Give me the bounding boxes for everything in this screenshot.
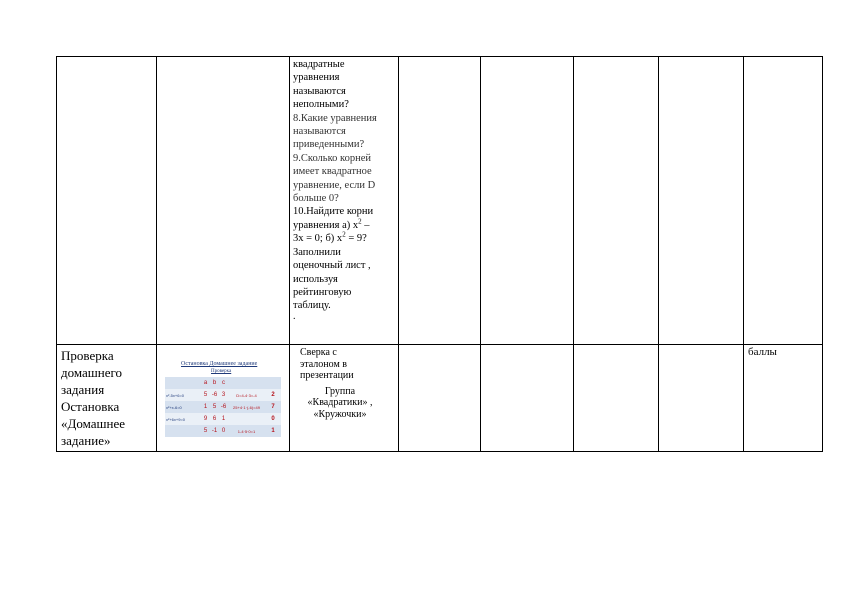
method-line: Сверка с <box>300 347 337 358</box>
slide-answer-table <box>165 377 281 437</box>
empty-cell <box>481 345 574 452</box>
slide-cell <box>165 425 201 437</box>
slide-cell: 0 <box>265 413 281 425</box>
assessment-line: используя <box>293 273 338 285</box>
slide-title: Остановка Домашнее задание <box>181 361 258 367</box>
slide-cell: 7 <box>265 401 281 413</box>
stage-cell <box>57 345 157 452</box>
score-cell <box>744 345 823 452</box>
slide-row <box>165 425 281 437</box>
assessment-line: Заполнили <box>293 246 341 258</box>
stage-line: задание» <box>61 433 111 448</box>
slide-cell: 9 <box>201 413 210 425</box>
slide-cell <box>265 377 281 389</box>
assessment-line: оценочный лист , <box>293 260 371 272</box>
q9-line: уравнение, если D <box>293 179 376 191</box>
slide-cell: 2 <box>265 389 281 401</box>
slide-cell: 5 <box>201 389 210 401</box>
teacher-activity-cell <box>157 57 290 345</box>
slide-cell <box>228 413 265 425</box>
stage-line: домашнего <box>61 365 123 380</box>
q8-line: 8.Какие уравнения <box>293 112 377 124</box>
slide-row <box>165 401 281 413</box>
slide-cell: 5 <box>201 425 210 437</box>
slide-cell: x²+6x+9=0 <box>165 413 201 425</box>
slide-cell: 3 <box>219 389 228 401</box>
stage-line: Остановка <box>61 399 120 414</box>
assessment-line: рейтинговую <box>293 286 352 298</box>
empty-cell <box>659 57 744 345</box>
group-line: «Квадратики» , <box>307 397 373 408</box>
table-row <box>57 57 823 345</box>
q9-line: 9.Сколько корней <box>293 152 371 164</box>
stage-line: «Домашнее <box>61 416 126 431</box>
slide-cell: -6 <box>210 389 219 401</box>
empty-cell <box>574 57 659 345</box>
stage-line: задания <box>61 382 105 397</box>
empty-cell <box>574 345 659 452</box>
slide-cell: D=4-4·3=-4 <box>228 389 265 401</box>
q10-line: 3x = 0; б) $x^2 = 9$? <box>293 230 367 245</box>
slide-cell: x²-5x+6=0 <box>165 389 201 401</box>
questions-cell <box>290 57 399 345</box>
slide-cell: c <box>219 377 228 389</box>
slide-cell: -1 <box>210 425 219 437</box>
slide-cell: -6 <box>219 401 228 413</box>
slide-cell: а <box>201 377 210 389</box>
q8-line: приведенными? <box>293 139 365 151</box>
q10-line: уравнения а) $x^2$ – <box>293 217 370 231</box>
q9-line: больше 0? <box>293 193 339 205</box>
empty-cell <box>744 57 823 345</box>
trailing-dot: . <box>293 310 296 322</box>
slide-cell <box>165 377 201 389</box>
slide-cell: 1-4·5·0=1 <box>228 425 265 437</box>
slide-cell: 1 <box>265 425 281 437</box>
method-line: презентации <box>300 370 354 381</box>
q7-line: называются <box>293 85 346 97</box>
q7-line: неполными? <box>293 99 349 111</box>
slide-cell <box>228 377 265 389</box>
stage-cell <box>57 57 157 345</box>
slide-cell: 0 <box>219 425 228 437</box>
slide-cell: b <box>210 377 219 389</box>
method-cell <box>290 345 399 452</box>
slide-cell: 5 <box>210 401 219 413</box>
q10-line: 10.Найдите корни <box>293 206 374 218</box>
stage-line: Проверка <box>61 348 114 363</box>
score-label: баллы <box>748 346 777 358</box>
group-line: Группа <box>324 385 356 397</box>
slide-subtitle: Проверка <box>211 369 232 374</box>
empty-cell <box>399 345 481 452</box>
homework-slide-thumbnail <box>165 361 281 434</box>
slide-row <box>165 389 281 401</box>
slide-cell: 1 <box>219 413 228 425</box>
method-line: эталоном в <box>300 358 348 370</box>
empty-cell <box>399 57 481 345</box>
slide-cell: 6 <box>210 413 219 425</box>
slide-cell: 1 <box>201 401 210 413</box>
q8-line: называются <box>293 126 346 138</box>
q7-line: квадратные <box>293 59 345 70</box>
slide-cell: x²+x-6=0 <box>165 401 201 413</box>
empty-cell <box>659 345 744 452</box>
slide-cell: 25+4·1·(-6)=49 <box>228 401 265 413</box>
group-line: «Кружочки» <box>313 408 367 420</box>
q7-line: уравнения <box>293 72 340 84</box>
q9-line: имеет квадратное <box>293 166 372 178</box>
slide-row <box>165 377 281 389</box>
empty-cell <box>481 57 574 345</box>
assessment-line: таблицу. <box>293 300 331 312</box>
slide-row <box>165 413 281 425</box>
